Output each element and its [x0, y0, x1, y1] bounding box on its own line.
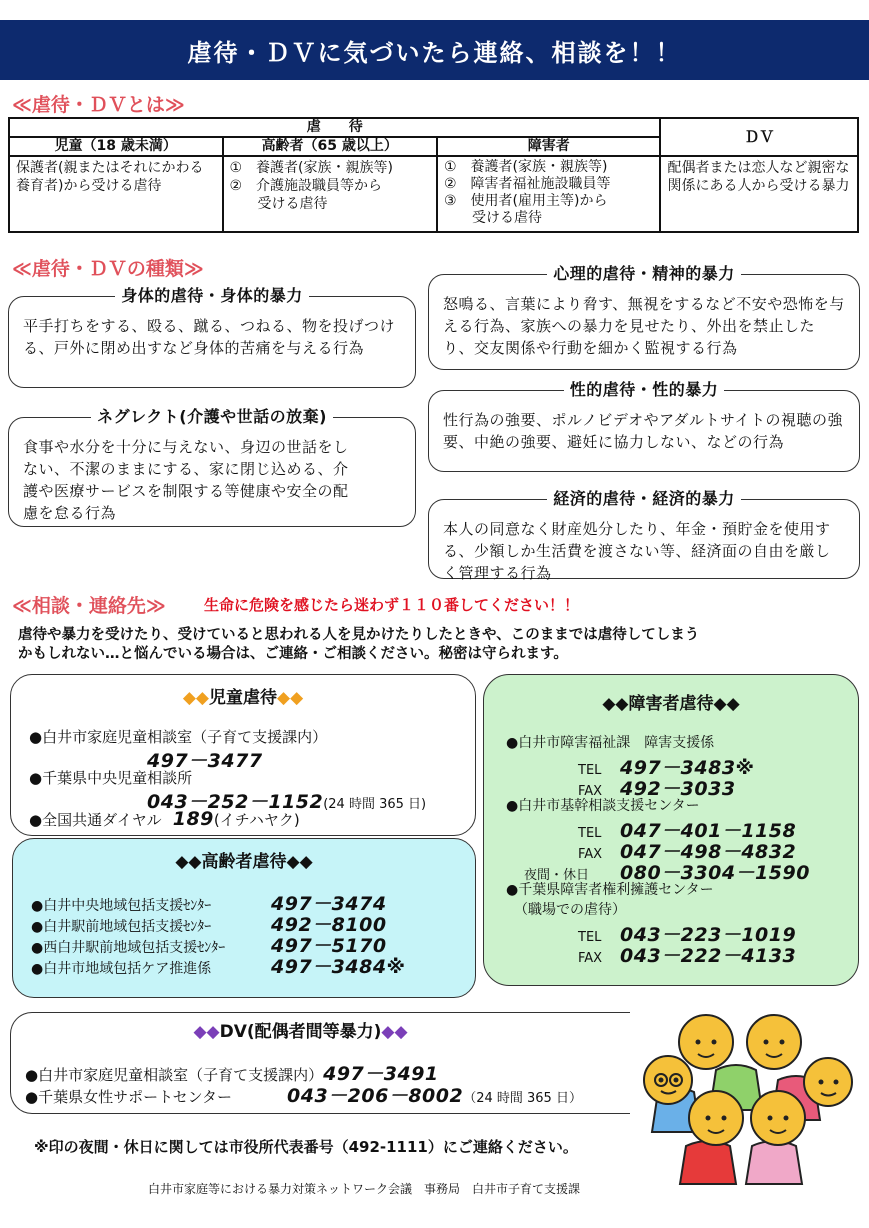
type-sexual-title: 性的虐待・性的暴力 [564, 380, 725, 399]
type-physical [8, 286, 416, 388]
elderly-row-name: ●白井市地域包括ケア推進係 [31, 961, 212, 977]
col-disabled: 障害者 [437, 137, 660, 156]
disabled-fax1: 492－3033 [620, 778, 736, 800]
elderly-row-num: 497－3474 [271, 893, 387, 915]
elderly-row [31, 910, 406, 936]
diamond-icon: ◆◆ [193, 1022, 220, 1042]
holiday-note: ※印の夜間・休日に関しては市役所代表番号（492-1111）にご連絡ください。 [34, 1138, 578, 1156]
child-l3: ●全国共通ダイヤル [29, 811, 162, 829]
child-l1: ●白井市家庭児童相談室（子育て支援課内） [29, 728, 328, 746]
emergency-note: 生命に危険を感じたら迷わず１１０番してください！！ [204, 596, 580, 614]
child-n3: 189 [172, 808, 214, 830]
type-psych-text: 怒鳴る、言葉により脅す、無視をするなど不安や恐怖を与える行為、家族への暴力を見せたり、外出を禁止したり、交友関係や行動を細かく監視する行為 [443, 295, 845, 357]
contact-elderly-title: 高齢者虐待 [201, 852, 287, 872]
diamond-icon: ◆◆ [381, 1022, 408, 1042]
elderly-row-name: ●西白井駅前地域包括支援ｾﾝﾀｰ [31, 940, 226, 956]
type-psych-title: 心理的虐待・精神的暴力 [547, 264, 741, 283]
disabled-night: 080－3304－1590 [620, 862, 810, 884]
elderly-row [31, 889, 406, 915]
elderly-line: ② 介護施設職員等から [229, 178, 383, 194]
disabled-tel2: 047－401－1158 [620, 820, 797, 842]
type-economic-title: 経済的虐待・経済的暴力 [547, 489, 741, 508]
disabled-line: 受ける虐待 [444, 210, 542, 226]
cell-dv: 配偶者または恋人など親密な関係にある人から受ける暴力 [660, 156, 858, 232]
col-elderly: 高齢者（65 歳以上） [223, 137, 438, 156]
disabled-line: ② 障害者福祉施設職員等 [444, 176, 611, 192]
disabled-l2: ●白井市基幹相談支援センター [506, 798, 700, 814]
footer-text: 白井市家庭等における暴力対策ネットワーク会議 事務局 白井市子育て支援課 [148, 1182, 581, 1196]
intro-text [18, 626, 699, 664]
dv-n2: 043－206－8002 [287, 1085, 464, 1107]
type-sexual [428, 380, 860, 472]
diamond-icon: ◆◆ [713, 694, 740, 714]
dv-l2: ●千葉県女性サポートセンター [25, 1088, 233, 1106]
child-n2: 043－252－1152 [147, 791, 324, 813]
section-title-types: ≪虐待・ＤＶの種類≫ [12, 258, 204, 280]
type-physical-title: 身体的虐待・身体的暴力 [115, 286, 309, 305]
fax-label: FAX [578, 951, 603, 966]
disabled-tel3: 043－223－1019 [620, 924, 797, 946]
fax-label: FAX [578, 784, 603, 799]
type-neglect [8, 407, 416, 527]
disabled-line: ① 養護者(家族・親族等) [444, 159, 608, 175]
contact-disabled-title: 障害者虐待 [628, 694, 714, 714]
elderly-row-num: 497－3484※ [271, 956, 406, 978]
diamond-icon: ◆◆ [277, 688, 304, 708]
dv-n1: 497－3491 [323, 1063, 439, 1085]
disabled-fax3: 043－222－4133 [620, 945, 797, 967]
child-n1: 497－3477 [147, 750, 263, 772]
intro-line: かもしれない…と悩んでいる場合は、ご連絡・ご相談ください。秘密は守られます。 [18, 646, 568, 662]
elderly-row-num: 492－8100 [271, 914, 387, 936]
type-economic [428, 489, 860, 582]
type-neglect-text: 食事や水分を十分に与えない、身辺の世話をしない、不潔のままにする、家に閉じ込める、介護や医療サービスを制限する等健康や安全の配慮を怠る行為 [23, 438, 349, 522]
dv-n2-note: （24 時間 365 日） [463, 1091, 582, 1106]
disabled-tel1: 497－3483※ [620, 757, 755, 779]
disabled-l3b: （職場での虐待） [514, 902, 626, 918]
cell-elderly [223, 156, 438, 232]
cell-disabled [437, 156, 660, 232]
contact-disabled [483, 674, 859, 986]
intro-line: 虐待や暴力を受けたり、受けていると思われる人を見かけたりしたときや、このままでは虐待してしまう [18, 627, 700, 643]
elderly-row [31, 952, 406, 978]
type-psych [428, 264, 860, 370]
contact-dv-title: DV(配偶者間等暴力) [219, 1022, 382, 1042]
disabled-l3: ●千葉県障害者権利擁護センター [506, 882, 714, 898]
tel-label: TEL [578, 930, 602, 945]
contact-dv [10, 1012, 630, 1114]
elderly-line: 受ける虐待 [229, 196, 328, 212]
diamond-icon: ◆◆ [602, 694, 629, 714]
dv-l1: ●白井市家庭児童相談室（子育て支援課内） [25, 1066, 324, 1084]
disabled-l1: ●白井市障害福祉課 障害支援係 [506, 735, 715, 751]
elderly-row-num: 497－5170 [271, 935, 387, 957]
fax-label: FAX [578, 847, 603, 862]
disabled-line: ③ 使用者(雇用主等)から [444, 193, 608, 209]
contact-child [10, 674, 476, 836]
elderly-line: ① 養護者(家族・親族等) [229, 160, 393, 176]
abuse-header: 虐 待 [9, 118, 660, 137]
children-illustration [628, 1000, 864, 1186]
col-child: 児童（18 歳未満） [9, 137, 223, 156]
contact-elderly [12, 838, 476, 998]
child-n3-note: (イチハヤク) [213, 811, 300, 829]
type-neglect-title: ネグレクト(介護や世話の放棄) [91, 407, 333, 426]
type-economic-text: 本人の同意なく財産処分したり、年金・預貯金を使用する、少額しか生活費を渡さない等、経済面の自由を厳しく管理する行為 [443, 520, 831, 582]
diamond-icon: ◆◆ [286, 852, 313, 872]
elderly-row-name: ●白井駅前地域包括支援ｾﾝﾀｰ [31, 919, 212, 935]
page-banner: 虐待・ＤＶに気づいたら連絡、相談を！！ [0, 20, 869, 80]
disabled-fax2: 047－498－4832 [620, 841, 797, 863]
night-label: 夜間・休日 [524, 868, 590, 883]
type-sexual-text: 性行為の強要、ポルノビデオやアダルトサイトの視聴の強要、中絶の強要、避妊に協力しない、などの行為 [443, 411, 844, 451]
elderly-row [31, 931, 406, 957]
diamond-icon: ◆◆ [182, 688, 209, 708]
definition-table [8, 117, 859, 233]
elderly-row-name: ●白井中央地域包括支援ｾﾝﾀｰ [31, 898, 212, 914]
cell-child: 保護者(親またはそれにかわる養育者)から受ける虐待 [9, 156, 223, 232]
dv-header: ＤＶ [660, 118, 858, 156]
child-n2-note: (24 時間 365 日) [323, 797, 427, 812]
tel-label: TEL [578, 763, 602, 778]
diamond-icon: ◆◆ [175, 852, 202, 872]
child-l2: ●千葉県中央児童相談所 [29, 769, 193, 787]
section-title-definition: ≪虐待・ＤＶとは≫ [12, 94, 185, 116]
contact-child-title: 児童虐待 [209, 688, 277, 708]
section-title-contact: ≪相談・連絡先≫ [12, 595, 166, 617]
type-physical-text: 平手打ちをする、殴る、蹴る、つねる、物を投げつける、戸外に閉め出すなど身体的苦痛を与える行為 [23, 317, 396, 357]
tel-label: TEL [578, 826, 602, 841]
